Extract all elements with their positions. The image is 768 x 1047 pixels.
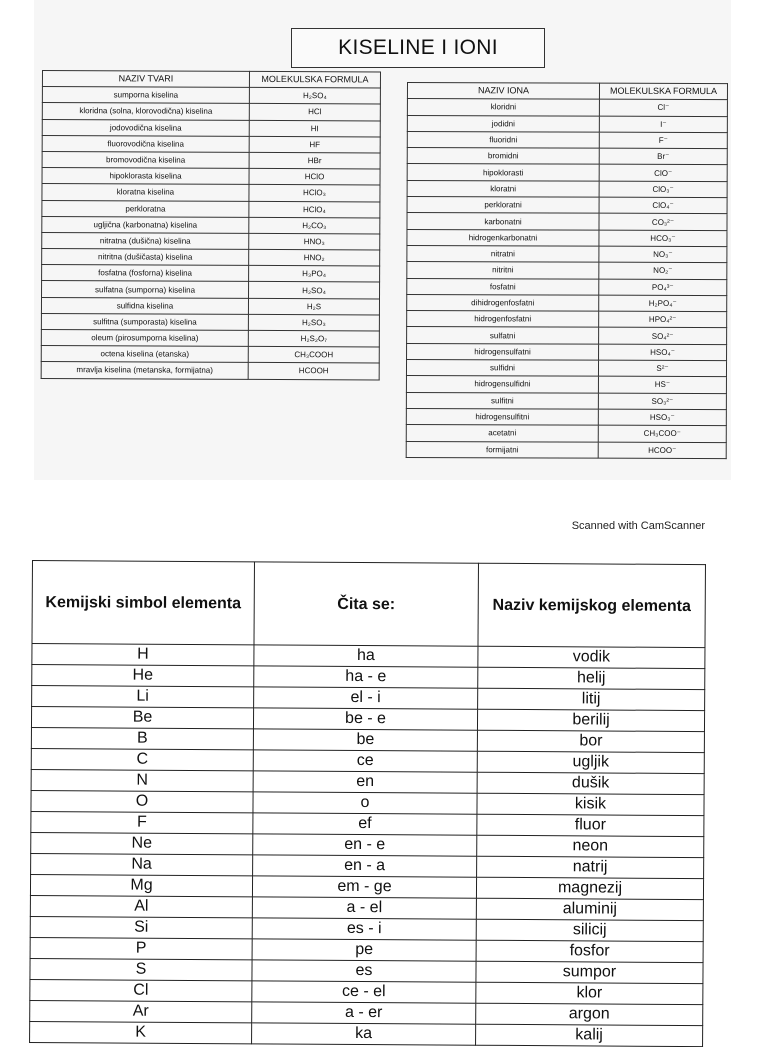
ions-name-cell: jodidni bbox=[407, 115, 599, 132]
elements-symbol-cell: H bbox=[32, 644, 254, 666]
ions-formula-cell: NO₃⁻ bbox=[599, 246, 727, 263]
elements-reading-cell: es - i bbox=[252, 918, 476, 940]
acids-row bbox=[41, 313, 379, 331]
acids-row bbox=[42, 87, 380, 105]
ions-formula-cell: F⁻ bbox=[599, 132, 727, 149]
elements-name-cell: klor bbox=[476, 982, 703, 1004]
ions-table bbox=[406, 82, 728, 459]
elements-name-cell: bor bbox=[477, 730, 704, 752]
elements-symbol-cell: O bbox=[31, 790, 253, 812]
acids-formula-cell: H₂CO₃ bbox=[249, 217, 380, 234]
ions-row bbox=[407, 180, 727, 197]
elements-reading-cell: o bbox=[253, 792, 477, 814]
acids-name-cell: hipoklorasta kiselina bbox=[42, 168, 249, 185]
ions-formula-cell: SO₃²⁻ bbox=[598, 393, 726, 410]
ions-row bbox=[407, 213, 727, 230]
elements-reading-cell: be - e bbox=[253, 708, 477, 730]
ions-row bbox=[407, 197, 727, 214]
ions-formula-cell: CO₃²⁻ bbox=[599, 214, 727, 231]
ions-row bbox=[407, 229, 727, 246]
ions-name-cell: hipoklorasti bbox=[407, 164, 599, 181]
elements-symbol-cell: C bbox=[31, 748, 253, 770]
ions-row bbox=[407, 278, 727, 295]
acids-formula-cell: H₂SO₄ bbox=[249, 282, 380, 299]
ions-row bbox=[407, 99, 727, 116]
elements-reading-cell: a - el bbox=[252, 897, 476, 919]
ions-row bbox=[407, 115, 727, 132]
elements-reading-cell: es bbox=[252, 960, 476, 982]
elements-header-row bbox=[32, 561, 705, 648]
elements-name-cell: natrij bbox=[477, 856, 704, 878]
elements-reading-cell: ef bbox=[253, 813, 477, 835]
acids-formula-cell: HClO₄ bbox=[249, 201, 380, 218]
elements-symbol-cell: K bbox=[30, 1021, 252, 1043]
acids-formula-cell: HNO₃ bbox=[249, 233, 380, 250]
ions-row bbox=[406, 360, 726, 377]
acids-name-cell: sumporna kiselina bbox=[42, 87, 249, 104]
ions-name-cell: sulfatni bbox=[407, 327, 599, 344]
ions-name-cell: bromidni bbox=[407, 148, 599, 165]
elements-name-cell: helij bbox=[478, 667, 705, 689]
elements-symbol-cell: Mg bbox=[30, 874, 252, 896]
acids-row bbox=[41, 329, 379, 347]
ions-name-cell: hidrogensulfitni bbox=[406, 408, 598, 425]
elements-name-cell: fosfor bbox=[476, 940, 703, 962]
acids-name-cell: sulfitna (sumporasta) kiselina bbox=[41, 313, 248, 330]
ions-row bbox=[407, 294, 727, 311]
elements-symbol-cell: He bbox=[32, 665, 254, 687]
elements-name-cell: litij bbox=[478, 688, 705, 710]
acids-header-name: NAZIV TVARI bbox=[42, 71, 249, 88]
elements-reading-cell: be bbox=[253, 729, 477, 751]
elements-symbol-cell: Cl bbox=[30, 979, 252, 1001]
ions-formula-cell: HSO₄⁻ bbox=[599, 344, 727, 361]
elements-reading-cell: a - er bbox=[252, 1002, 476, 1024]
elements-table bbox=[29, 560, 706, 1047]
elements-row bbox=[30, 1021, 703, 1046]
ions-name-cell: hidrogensulfatni bbox=[407, 343, 599, 360]
ions-formula-cell: S²⁻ bbox=[598, 360, 726, 377]
elements-name-cell: silicij bbox=[476, 919, 703, 941]
ions-formula-cell: HCOO⁻ bbox=[598, 442, 726, 459]
ions-formula-cell: I⁻ bbox=[599, 116, 727, 133]
acids-formula-cell: HBr bbox=[249, 152, 380, 169]
acids-row bbox=[41, 346, 379, 364]
ions-name-cell: nitratni bbox=[407, 245, 599, 262]
acids-header-row bbox=[42, 71, 380, 89]
ions-name-cell: kloridni bbox=[407, 99, 599, 116]
elements-reading-cell: en - a bbox=[253, 855, 477, 877]
acids-name-cell: mravlja kiselina (metanska, formijatna) bbox=[41, 362, 248, 379]
acids-row bbox=[41, 297, 379, 315]
elements-reading-cell: en bbox=[253, 771, 477, 793]
acids-formula-cell: H₂SO₃ bbox=[248, 314, 379, 331]
ions-name-cell: hidrogensulfidni bbox=[406, 376, 598, 393]
elements-name-cell: sumpor bbox=[476, 961, 703, 983]
ions-row bbox=[407, 164, 727, 181]
acids-row bbox=[42, 151, 380, 169]
acids-name-cell: nitritna (dušičasta) kiselina bbox=[42, 249, 249, 266]
elements-name-cell: dušik bbox=[477, 772, 704, 794]
acids-formula-cell: HCl bbox=[249, 104, 380, 121]
ions-row bbox=[407, 311, 727, 328]
acids-formula-cell: H₂SO₄ bbox=[249, 88, 380, 105]
acids-formula-cell: HI bbox=[249, 120, 380, 137]
elements-name-cell: fluor bbox=[477, 814, 704, 836]
acids-formula-cell: HCOOH bbox=[248, 363, 379, 380]
ions-formula-cell: CH₃COO⁻ bbox=[598, 425, 726, 442]
acids-row bbox=[42, 232, 380, 250]
elements-symbol-cell: Be bbox=[31, 707, 253, 729]
acids-formula-cell: CH₃COOH bbox=[248, 347, 379, 364]
acids-name-cell: perkloratna bbox=[42, 200, 249, 217]
elements-name-cell: argon bbox=[476, 1003, 703, 1025]
ions-name-cell: karbonatni bbox=[407, 213, 599, 230]
acids-formula-cell: H₂S₂O₇ bbox=[248, 330, 379, 347]
ions-name-cell: kloratni bbox=[407, 180, 599, 197]
ions-row bbox=[407, 148, 727, 165]
elements-reading-cell: ha bbox=[254, 645, 478, 667]
page-title: KISELINE I IONI bbox=[291, 28, 545, 68]
ions-name-cell: acetatni bbox=[406, 425, 598, 442]
ions-row bbox=[407, 245, 727, 262]
acids-row bbox=[42, 281, 380, 299]
acids-name-cell: bromovodična kiselina bbox=[42, 151, 249, 168]
ions-formula-cell: HPO₄²⁻ bbox=[599, 311, 727, 328]
ions-name-cell: hidrogenfosfatni bbox=[407, 311, 599, 328]
ions-row bbox=[407, 327, 727, 344]
ions-header-row bbox=[407, 83, 727, 100]
elements-reading-cell: ha - e bbox=[254, 666, 478, 688]
acids-table bbox=[41, 70, 381, 380]
ions-row bbox=[406, 441, 726, 458]
elements-symbol-cell: F bbox=[31, 811, 253, 833]
elements-name-cell: neon bbox=[477, 835, 704, 857]
elements-reading-cell: pe bbox=[252, 939, 476, 961]
ions-formula-cell: HSO₃⁻ bbox=[598, 409, 726, 426]
elements-name-cell: magnezij bbox=[476, 877, 703, 899]
elements-name-cell: ugljik bbox=[477, 751, 704, 773]
elements-reading-cell: en - e bbox=[253, 834, 477, 856]
elements-symbol-cell: P bbox=[30, 937, 252, 959]
acids-row bbox=[42, 103, 380, 121]
acids-formula-cell: HF bbox=[249, 136, 380, 153]
elements-symbol-cell: S bbox=[30, 958, 252, 980]
ions-formula-cell: Cl⁻ bbox=[599, 99, 727, 116]
ions-formula-cell: ClO⁻ bbox=[599, 165, 727, 182]
elements-name-cell: kisik bbox=[477, 793, 704, 815]
ions-name-cell: perkloratni bbox=[407, 197, 599, 214]
acids-formula-cell: HNO₂ bbox=[249, 249, 380, 266]
acids-header-formula: MOLEKULSKA FORMULA bbox=[249, 71, 380, 88]
elements-symbol-cell: Si bbox=[30, 916, 252, 938]
acids-name-cell: oleum (pirosumporna kiselina) bbox=[41, 329, 248, 346]
elements-symbol-cell: Al bbox=[30, 895, 252, 917]
ions-row bbox=[406, 376, 726, 393]
elements-name-cell: vodik bbox=[478, 646, 705, 668]
ions-name-cell: sulfitni bbox=[406, 392, 598, 409]
elements-reading-cell: ce bbox=[253, 750, 477, 772]
elements-symbol-cell: Li bbox=[32, 686, 254, 708]
acids-row bbox=[42, 216, 380, 234]
acids-name-cell: sulfatna (sumporna) kiselina bbox=[42, 281, 249, 298]
ions-formula-cell: HCO₃⁻ bbox=[599, 230, 727, 247]
elements-name-cell: aluminij bbox=[476, 898, 703, 920]
ions-name-cell: dihidrogenfosfatni bbox=[407, 294, 599, 311]
ions-name-cell: formijatni bbox=[406, 441, 598, 458]
elements-symbol-cell: N bbox=[31, 769, 253, 791]
ions-formula-cell: PO₄³⁻ bbox=[599, 279, 727, 296]
acids-row bbox=[42, 168, 380, 186]
acids-name-cell: kloridna (solna, klorovodična) kiselina bbox=[42, 103, 249, 120]
ions-row bbox=[407, 131, 727, 148]
ions-formula-cell: ClO₃⁻ bbox=[599, 181, 727, 198]
acids-name-cell: octena kiselina (etanska) bbox=[41, 346, 248, 363]
ions-row bbox=[406, 425, 726, 442]
ions-header-name: NAZIV IONA bbox=[407, 83, 599, 100]
ions-formula-cell: Br⁻ bbox=[599, 148, 727, 165]
elements-header-name: Naziv kemijskog elementa bbox=[478, 563, 706, 647]
ions-name-cell: fluoridni bbox=[407, 131, 599, 148]
elements-name-cell: berilij bbox=[477, 709, 704, 731]
ions-row bbox=[406, 408, 726, 425]
ions-name-cell: hidrogenkarbonatni bbox=[407, 229, 599, 246]
scanner-watermark: Scanned with CamScanner bbox=[571, 520, 705, 532]
acids-name-cell: jodovodična kiselina bbox=[42, 119, 249, 136]
acids-name-cell: kloratna kiselina bbox=[42, 184, 249, 201]
elements-reading-cell: ce - el bbox=[252, 981, 476, 1003]
elements-reading-cell: el - i bbox=[254, 687, 478, 709]
acids-row bbox=[42, 135, 380, 153]
acids-row bbox=[42, 184, 380, 202]
acids-row bbox=[42, 119, 380, 137]
acids-name-cell: fluorovodična kiselina bbox=[42, 135, 249, 152]
ions-row bbox=[407, 343, 727, 360]
acids-name-cell: ugljična (karbonatna) kiselina bbox=[42, 216, 249, 233]
acids-row bbox=[42, 249, 380, 267]
ions-name-cell: fosfatni bbox=[407, 278, 599, 295]
acids-row bbox=[42, 200, 380, 218]
acids-name-cell: sulfidna kiselina bbox=[41, 297, 248, 314]
ions-formula-cell: NO₂⁻ bbox=[599, 262, 727, 279]
acids-formula-cell: H₂S bbox=[248, 298, 379, 315]
ions-row bbox=[407, 262, 727, 279]
acids-name-cell: fosfatna (fosforna) kiselina bbox=[42, 265, 249, 282]
elements-header-reading: Čita se: bbox=[254, 562, 479, 646]
elements-reading-cell: ka bbox=[252, 1023, 476, 1045]
acids-formula-cell: H₃PO₄ bbox=[249, 266, 380, 283]
ions-header-formula: MOLEKULSKA FORMULA bbox=[599, 83, 727, 100]
elements-header-symbol: Kemijski simbol elementa bbox=[32, 561, 255, 645]
ions-formula-cell: SO₄²⁻ bbox=[599, 328, 727, 345]
ions-formula-cell: ClO₄⁻ bbox=[599, 197, 727, 214]
elements-reading-cell: em - ge bbox=[252, 876, 476, 898]
elements-name-cell: kalij bbox=[476, 1024, 703, 1046]
elements-symbol-cell: Na bbox=[31, 853, 253, 875]
acids-row bbox=[41, 362, 379, 380]
acids-formula-cell: HClO bbox=[249, 169, 380, 186]
ions-formula-cell: H₂PO₄⁻ bbox=[599, 295, 727, 312]
elements-symbol-cell: Ne bbox=[31, 832, 253, 854]
ions-row bbox=[406, 392, 726, 409]
ions-name-cell: sulfidni bbox=[406, 360, 598, 377]
ions-name-cell: nitritni bbox=[407, 262, 599, 279]
ions-formula-cell: HS⁻ bbox=[598, 377, 726, 394]
acids-name-cell: nitratna (dušična) kiselina bbox=[42, 232, 249, 249]
acids-row bbox=[42, 265, 380, 283]
acids-formula-cell: HClO₃ bbox=[249, 185, 380, 202]
elements-symbol-cell: Ar bbox=[30, 1000, 252, 1022]
elements-symbol-cell: B bbox=[31, 727, 253, 749]
